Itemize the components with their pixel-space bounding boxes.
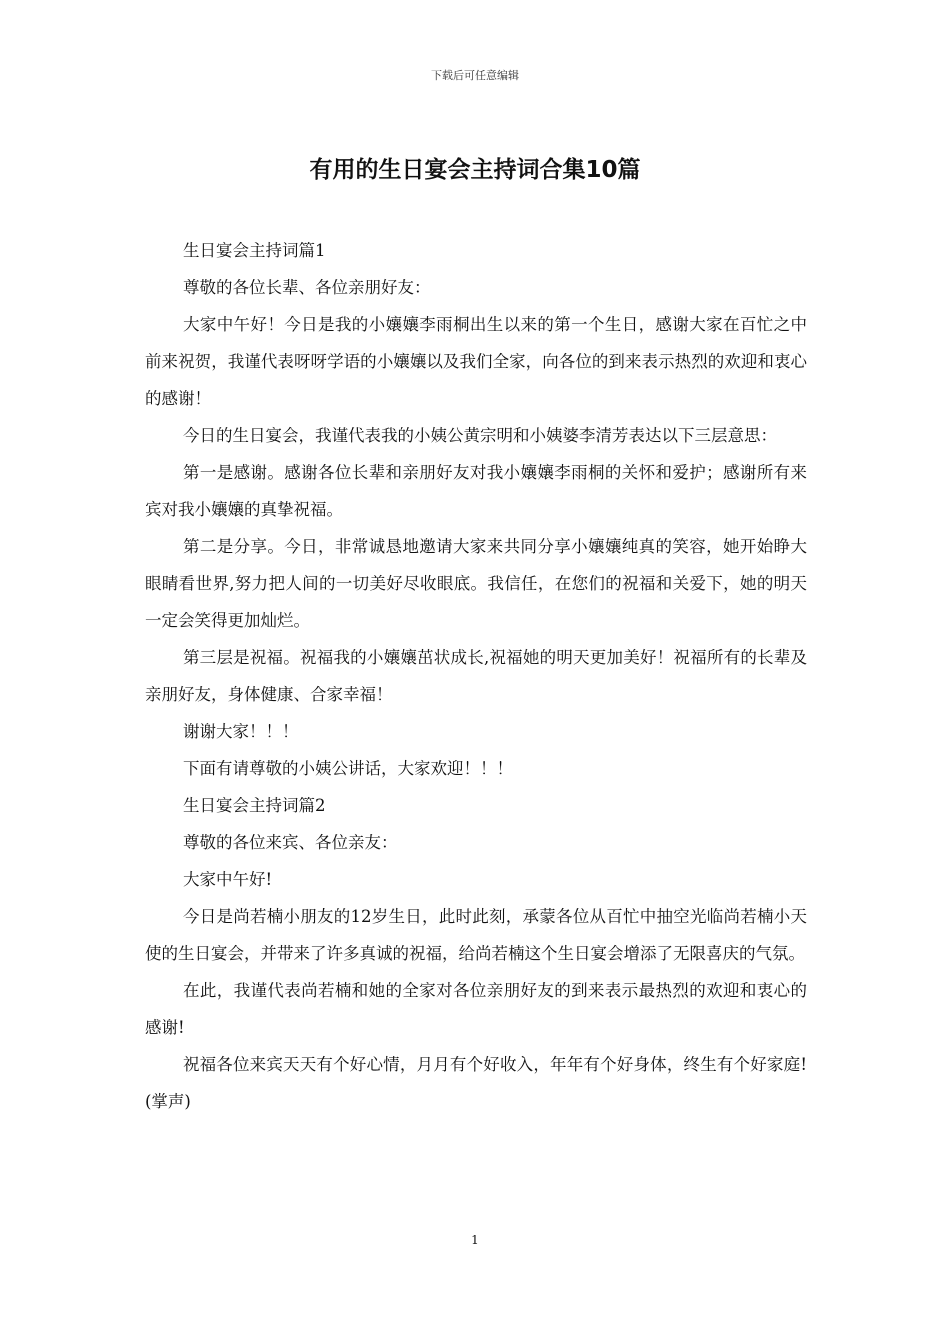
body-paragraph: 下面有请尊敬的小姨公讲话，大家欢迎！！！ <box>182 759 513 778</box>
section-heading-1: 生日宴会主持词篇1 <box>182 241 326 260</box>
body-paragraph: 第三层是祝福。祝福我的小孃孃茁状成长,祝福她的明天更加美好！祝福所有的长辈及亲朋好友，身体健康、合家幸福！ <box>145 648 807 704</box>
salutation-paragraph: 尊敬的各位长辈、各位亲朋好友： <box>182 278 431 297</box>
body-paragraph: 第二是分享。今日，非常诚恳地邀请大家来共同分享小孃孃纯真的笑容，她开始睁大眼睛看世界,努力把人间的一切美好尽收眼底。我信任，在您们的祝福和关爱下，她的明天一定会笑得更加灿烂。 <box>145 537 807 630</box>
body-paragraph: 今日是尚若楠小朋友的12岁生日，此时此刻，承蒙各位从百忙中抽空光临尚若楠小天使的生日宴会，并带来了许多真诚的祝福，给尚若楠这个生日宴会增添了无限喜庆的气氛。 <box>145 907 807 963</box>
document-title: 有用的生日宴会主持词合集10篇 <box>309 157 641 183</box>
header-note: 下载后可任意编辑 <box>431 69 519 82</box>
document-body <box>145 232 807 1120</box>
body-paragraph: 大家中午好！今日是我的小孃孃李雨桐出生以来的第一个生日，感谢大家在百忙之中前来祝贺，我谨代表呀呀学语的小孃孃以及我们全家，向各位的到来表示热烈的欢迎和衷心的感谢！ <box>145 315 807 408</box>
body-paragraph: 在此，我谨代表尚若楠和她的全家对各位亲朋好友的到来表示最热烈的欢迎和衷心的感谢! <box>145 981 807 1037</box>
body-paragraph: 今日的生日宴会，我谨代表我的小姨公黄宗明和小姨婆李清芳表达以下三层意思： <box>182 426 777 445</box>
body-paragraph: 第一是感谢。感谢各位长辈和亲朋好友对我小孃孃李雨桐的关怀和爱护；感谢所有来宾对我小孃孃的真挚祝福。 <box>145 463 807 519</box>
section-heading-2: 生日宴会主持词篇2 <box>182 796 326 815</box>
page-number: 1 <box>471 1233 479 1247</box>
body-paragraph: 大家中午好! <box>182 870 273 889</box>
salutation-paragraph: 尊敬的各位来宾、各位亲友： <box>182 833 398 852</box>
body-paragraph: 祝福各位来宾天天有个好心情，月月有个好收入，年年有个好身体，终生有个好家庭!(掌声) <box>145 1055 807 1111</box>
body-paragraph: 谢谢大家！！！ <box>182 722 299 741</box>
